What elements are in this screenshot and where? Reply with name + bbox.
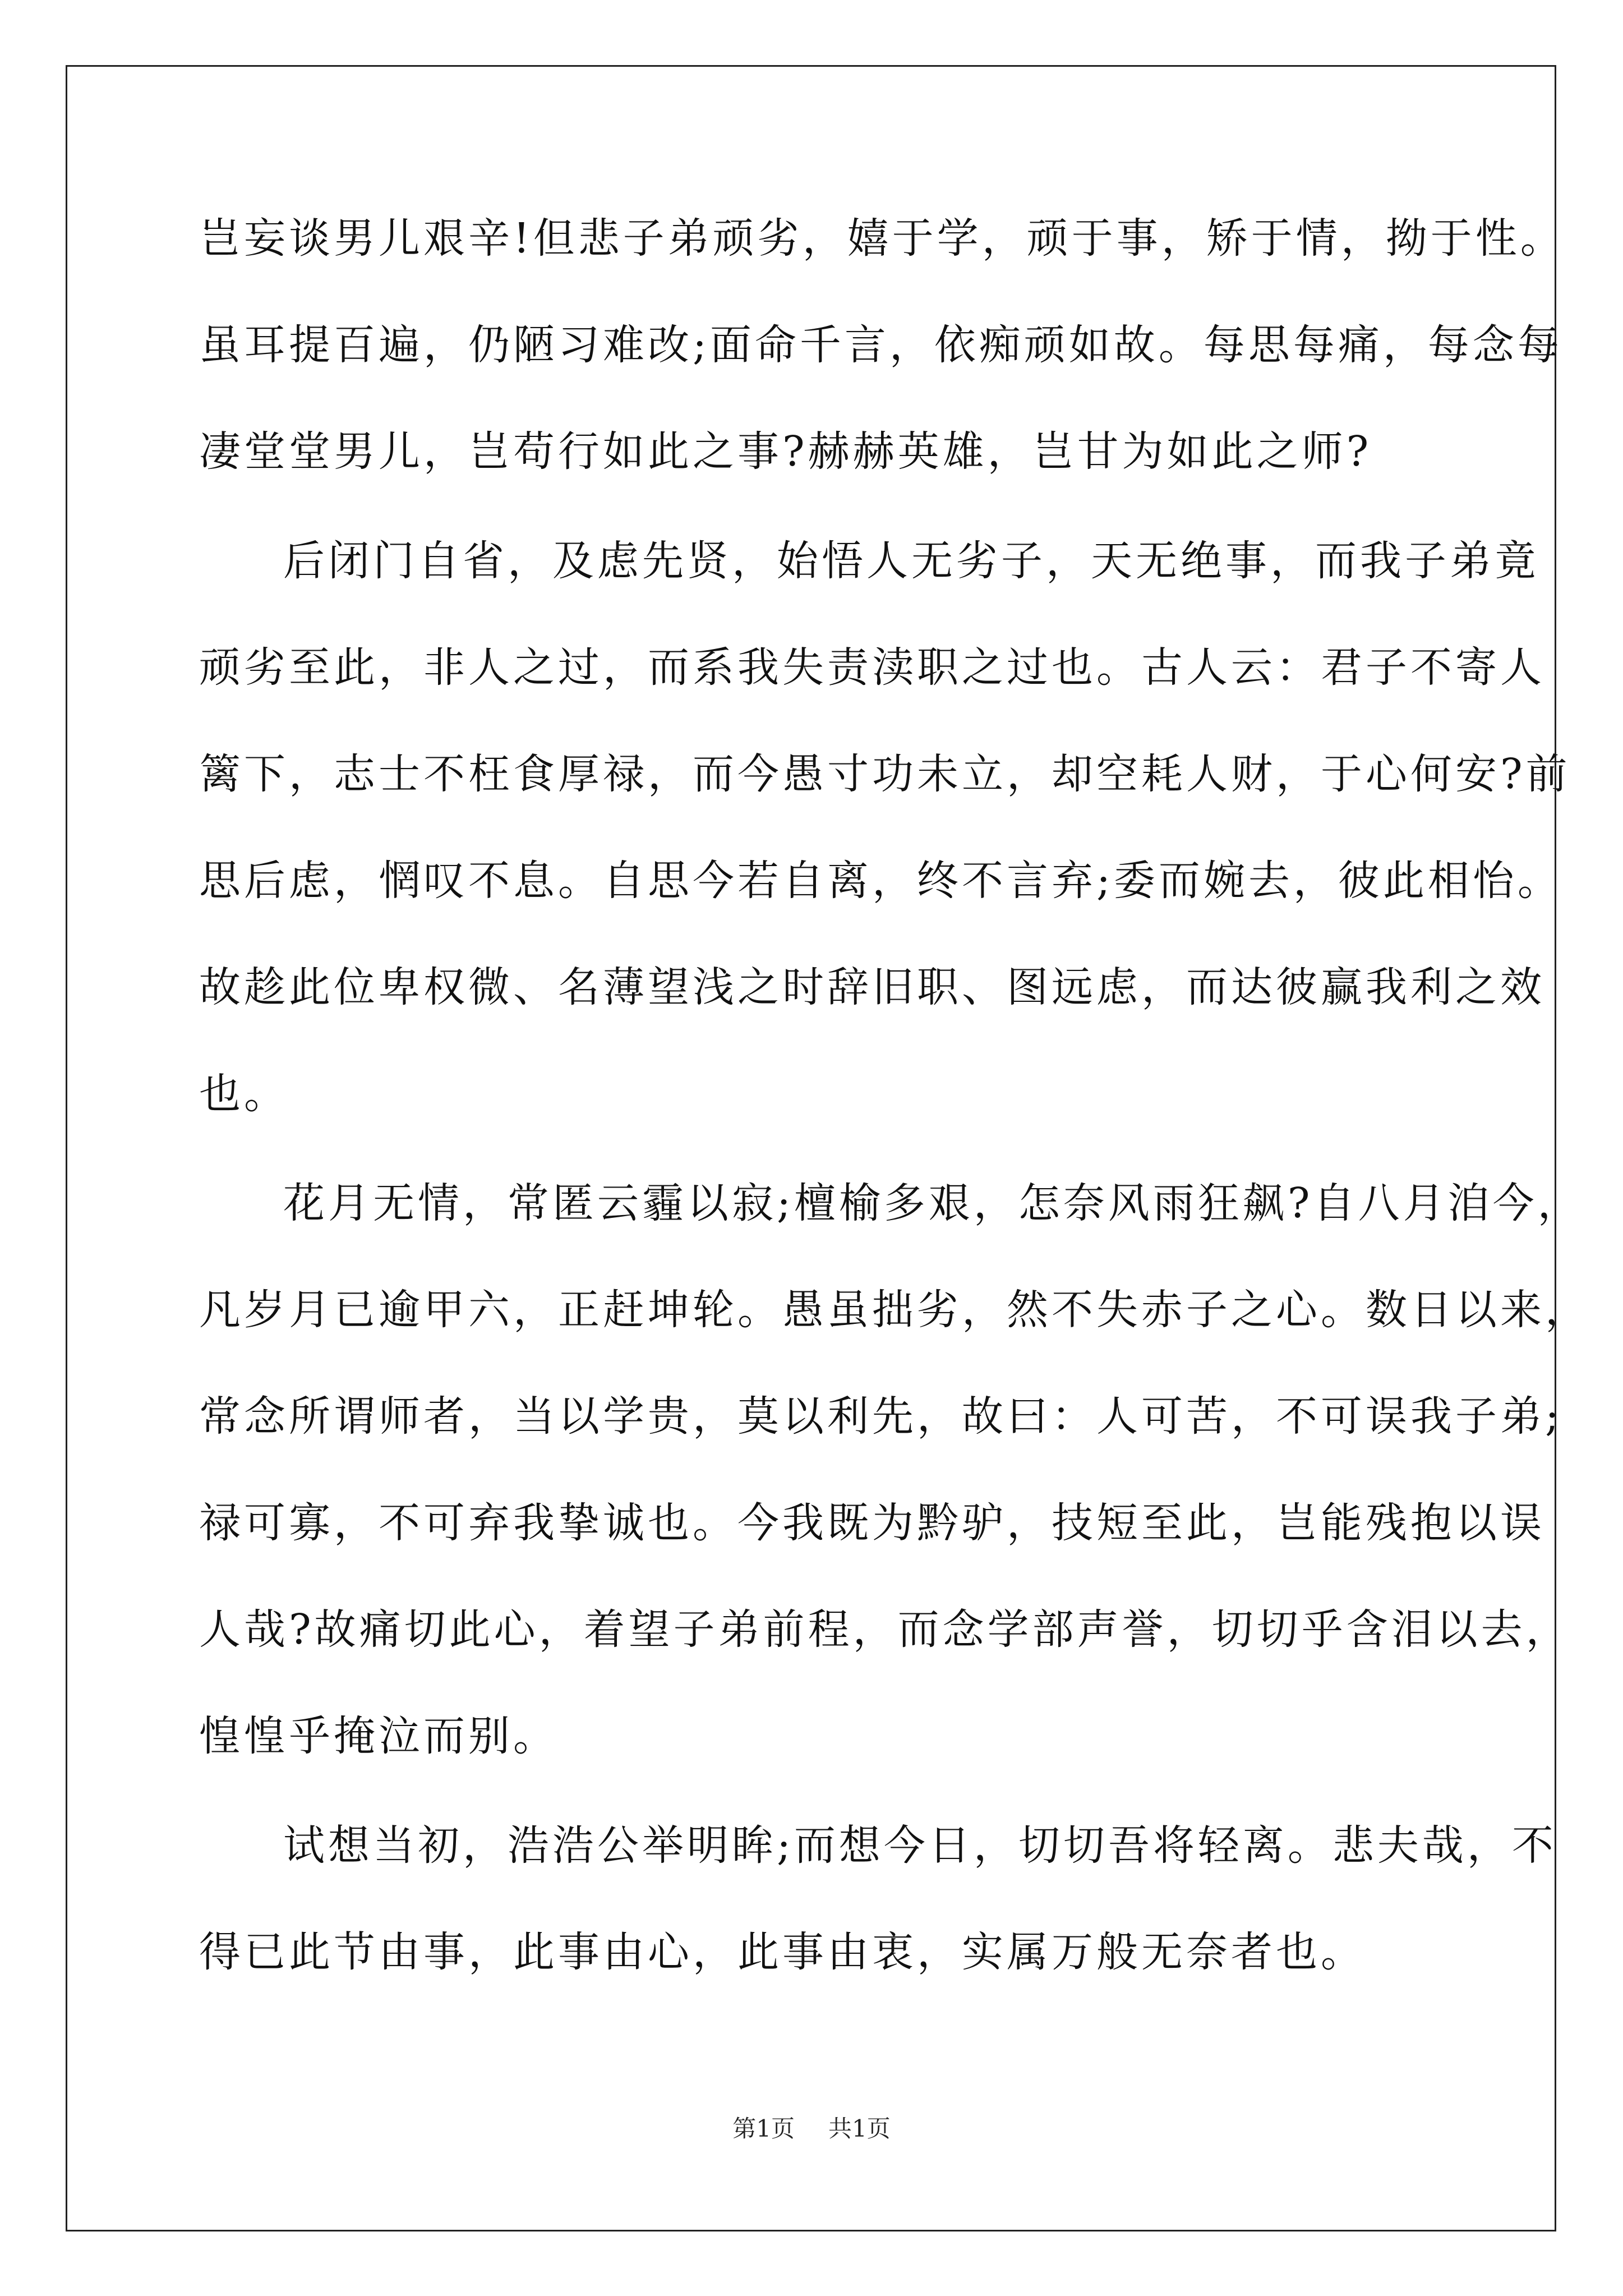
text-line: 岂妄谈男儿艰辛!但悲子弟顽劣，嬉于学，顽于事，矫于情，拗于性。 bbox=[199, 214, 1565, 263]
text-line: 常念所谓师者，当以学贵，莫以利先，故曰：人可苦，不可误我子弟; bbox=[199, 1392, 1562, 1441]
text-line: 凡岁月已逾甲六，正赶坤轮。愚虽拙劣，然不失赤子之心。数日以来， bbox=[199, 1286, 1590, 1334]
text-line: 凄堂堂男儿，岂苟行如此之事?赫赫英雄，岂甘为如此之师? bbox=[199, 427, 1372, 476]
paragraph-first-line: 后闭门自省，及虑先贤，始悟人无劣子，天无绝事，而我子弟竟 bbox=[283, 537, 1539, 585]
text-line: 篱下，志士不枉食厚禄，而今愚寸功未立，却空耗人财，于心何安?前 bbox=[199, 750, 1571, 798]
page-number-total: 共1页 bbox=[828, 2115, 891, 2142]
text-line: 禄可寡，不可弃我挚诚也。今我既为黔驴，技短至此，岂能残抱以误 bbox=[199, 1499, 1545, 1547]
text-line: 得已此节由事，此事由心，此事由衷，实属万般无奈者也。 bbox=[199, 1928, 1366, 1976]
text-line: 思后虑，惘叹不息。自思今若自离，终不言弃;委而婉去，彼此相怡。 bbox=[199, 857, 1562, 905]
page-number-current: 第1页 bbox=[732, 2115, 795, 2142]
page-footer bbox=[0, 2112, 1623, 2146]
text-line: 惶惶乎掩泣而别。 bbox=[199, 1712, 558, 1760]
paragraph-first-line: 花月无情，常匿云霾以寂;檀榆多艰，怎奈风雨狂飙?自八月洎今， bbox=[283, 1179, 1583, 1227]
text-line: 也。 bbox=[199, 1070, 289, 1118]
text-line: 顽劣至此，非人之过，而系我失责渎职之过也。古人云：君子不寄人 bbox=[199, 643, 1545, 692]
page-border bbox=[66, 65, 1556, 2231]
paragraph-first-line: 试想当初，浩浩公举明眸;而想今日，切切吾将轻离。悲夫哉，不 bbox=[283, 1821, 1557, 1870]
text-line: 故趁此位卑权微、名薄望浅之时辞旧职、图远虑，而达彼赢我利之效 bbox=[199, 963, 1545, 1011]
text-line: 人哉?故痛切此心，着望子弟前程，而念学部声誉，切切乎含泪以去， bbox=[199, 1605, 1571, 1654]
text-line: 虽耳提百遍，仍陋习难改;面命千言，依痴顽如故。每思每痛，每念每 bbox=[199, 321, 1562, 369]
